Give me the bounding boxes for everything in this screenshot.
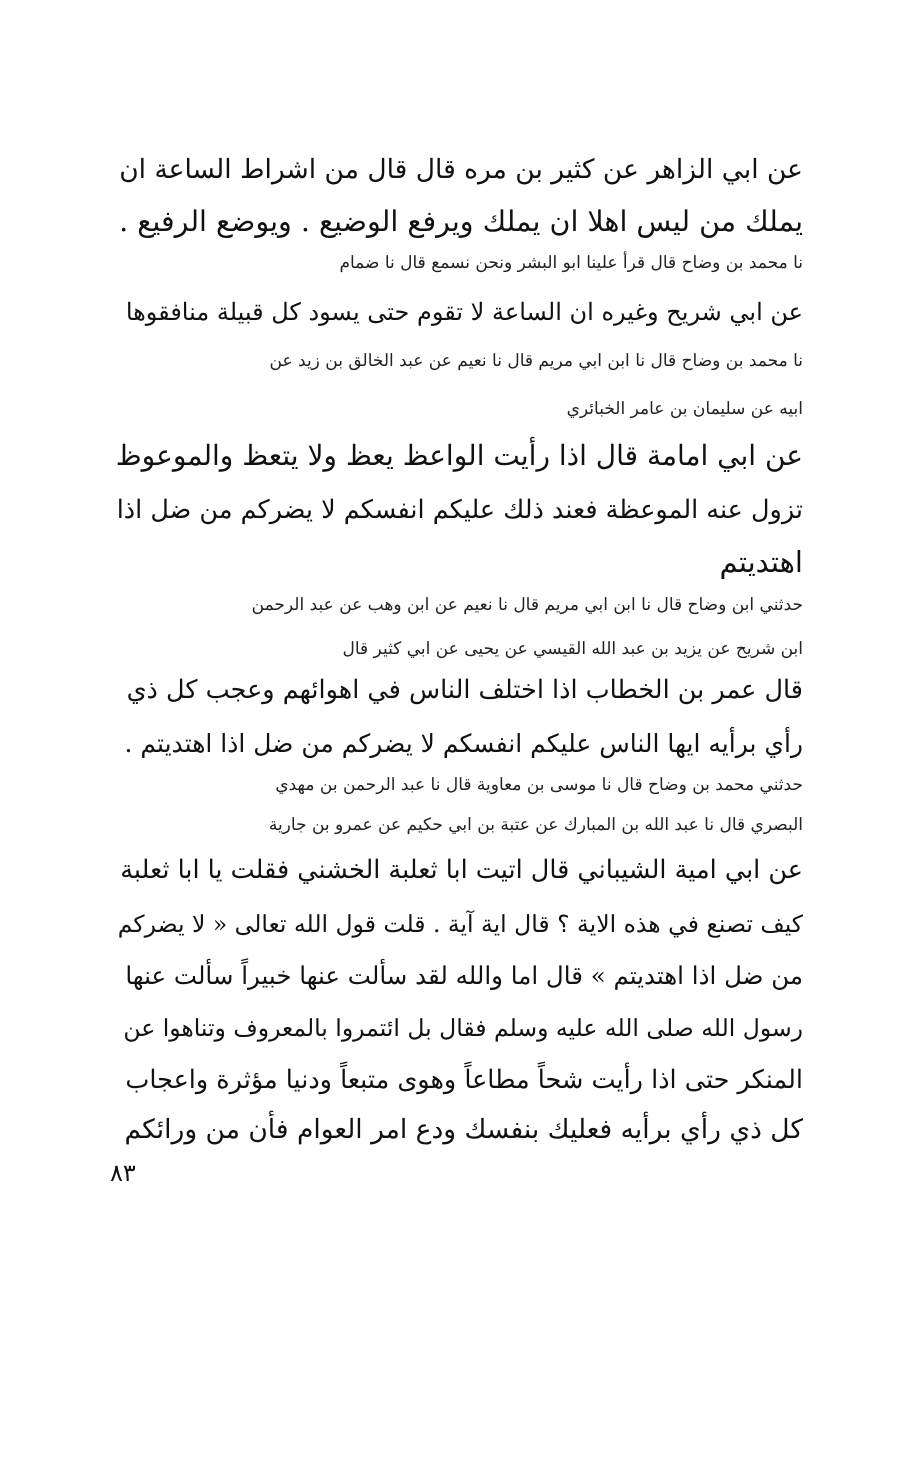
isnad-line-5: نا محمد بن وضاح قال نا ابن ابي مريم قال نا نعيم عن عبد الخالق بن زيد عن	[269, 351, 803, 371]
page-number: ٨٣	[110, 1159, 136, 1187]
isnad-line-3: نا محمد بن وضاح قال قرأ علينا ابو البشر ونحن نسمع قال نا ضمام	[339, 253, 803, 273]
text-line-2: يملك من ليس اهلا ان يملك ويرفع الوضيع . ويوضع الرفيع .	[119, 205, 803, 238]
isnad-line-15: البصري قال نا عبد الله بن المبارك عن عتبة بن ابي حكيم عن عمرو بن جارية	[268, 815, 803, 835]
text-line-7: عن ابي امامة قال اذا رأيت الواعظ يعظ ولا يتعظ والموعوظ	[115, 439, 803, 472]
text-line-12: قال عمر بن الخطاب اذا اختلف الناس في اهوائهم وعجب كل ذي	[126, 675, 803, 705]
text-line-19: رسول الله صلى الله عليه وسلم فقال بل ائتمروا بالمعروف وتناهوا عن	[123, 1014, 803, 1042]
text-line-4: عن ابي شريح وغيره ان الساعة لا تقوم حتى يسود كل قبيلة منافقوها	[125, 298, 803, 326]
text-line-18: من ضل اذا اهتديتم » قال اما والله لقد سألت عنها خبيراً سألت عنها	[125, 961, 803, 990]
text-line-20: المنكر حتى اذا رأيت شحاً مطاعاً وهوى متبعاً ودنيا مؤثرة واعجاب	[125, 1065, 803, 1095]
text-line-8: تزول عنه الموعظة فعند ذلك عليكم انفسكم لا يضركم من ضل اذا	[116, 495, 803, 525]
text-line-17: كيف تصنع في هذه الاية ؟ قال اية آية . قلت قول الله تعالى « لا يضركم	[117, 910, 803, 938]
isnad-line-11: ابن شريح عن يزيد بن عبد الله القيسي عن يحيى عن ابي كثير قال	[342, 639, 803, 659]
text-line-21: كل ذي رأي برأيه فعليك بنفسك ودع امر العوام فأن من ورائكم	[124, 1114, 803, 1145]
text-line-16: عن ابي امية الشيباني قال اتيت ابا ثعلبة الخشني فقلت يا ابا ثعلبة	[120, 855, 803, 885]
text-line-1: عن ابي الزاهر عن كثير بن مره قال قال من اشراط الساعة ان	[119, 154, 803, 185]
text-line-13: رأي برأيه ايها الناس عليكم انفسكم لا يضركم من ضل اذا اهتديتم .	[124, 729, 803, 758]
isnad-line-6: ابيه عن سليمان بن عامر الخبائري	[566, 399, 803, 419]
isnad-line-14: حدثني محمد بن وضاح قال نا موسى بن معاوية قال نا عبد الرحمن بن مهدي	[275, 775, 803, 795]
text-line-9: اهتديتم	[719, 545, 803, 579]
isnad-line-10: حدثني ابن وضاح قال نا ابن ابي مريم قال نا نعيم عن ابن وهب عن عبد الرحمن	[251, 595, 803, 615]
